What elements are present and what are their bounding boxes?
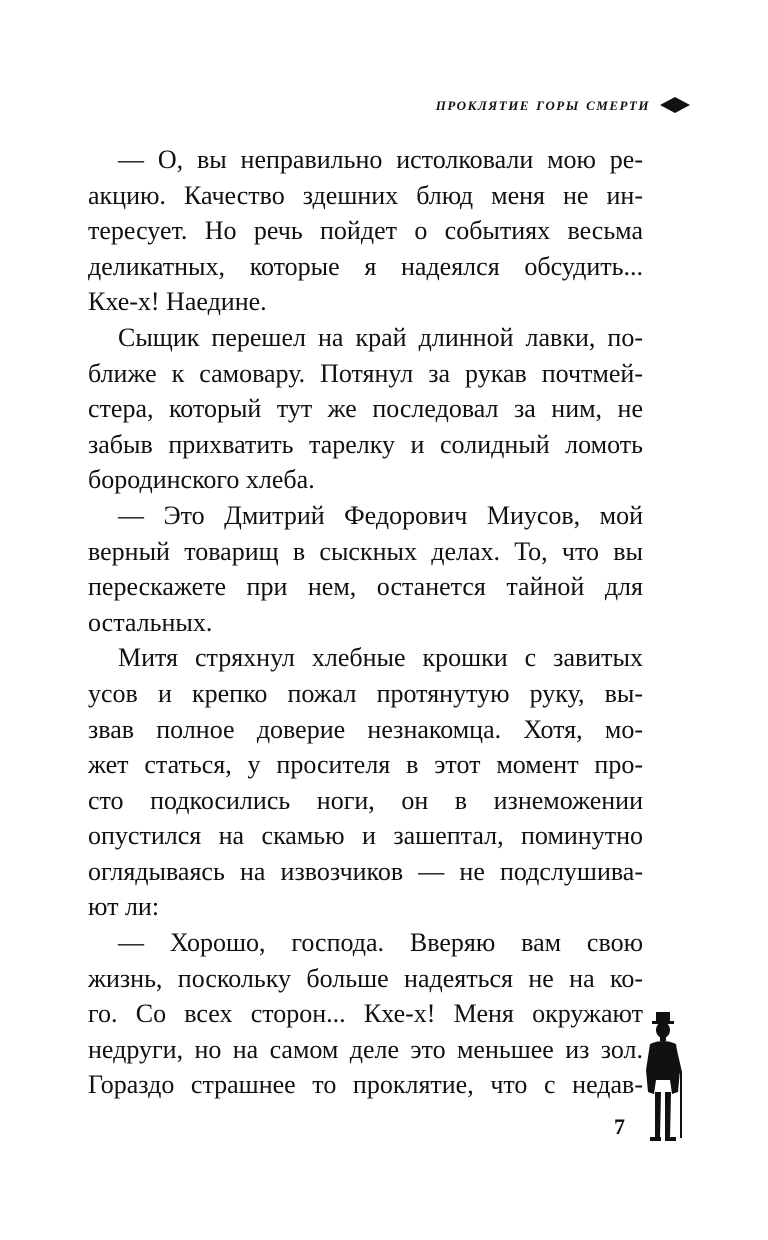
text-line: Митя стряхнул хлебные крошки с завитых — [118, 643, 643, 673]
text-line: оглядываясь на извозчиков — не подслушива- — [88, 856, 643, 886]
text-line: недруги, но на самом деле это меньшее из зол. — [88, 1034, 643, 1064]
text-line: Сыщик перешел на край длинной лавки, по- — [118, 322, 643, 352]
text-line: верный товарищ в сыскных делах. То, что вы — [88, 536, 643, 566]
text-line: остальных. — [88, 607, 213, 637]
text-line: жет статься, у просителя в этот момент про- — [88, 750, 643, 780]
text-line: стера, который тут же последовал за ним, не — [88, 394, 643, 424]
text-line: — О, вы неправильно истолковали мою ре- — [118, 145, 643, 174]
text-line: бородинского хлеба. — [88, 465, 315, 495]
paragraph — [88, 498, 643, 640]
text-line: — Это Дмитрий Федорович Миусов, мой — [118, 500, 643, 530]
paragraph — [88, 320, 643, 498]
text-line: деликатных, которые я надеялся обсудить... — [88, 251, 643, 281]
body-text — [88, 142, 643, 1103]
running-head — [436, 94, 690, 116]
text-line: сто подкосились ноги, он в изнеможении — [88, 785, 643, 815]
text-line: ближе к самовару. Потянул за рукав почтмей- — [88, 358, 643, 388]
paragraph — [88, 640, 643, 925]
text-line: забыв прихватить тарелку и солидный ломоть — [88, 429, 643, 459]
text-line: опустился на скамью и зашептал, поминутно — [88, 821, 643, 851]
text-line: усов и крепко пожал протянутую руку, вы- — [88, 678, 643, 708]
gentleman-silhouette-icon — [640, 1010, 686, 1145]
text-line: тересует. Но речь пойдет о событиях весьма — [88, 216, 643, 246]
page-number: 7 — [614, 1114, 625, 1139]
running-head-title: проклятие горы смерти — [435, 94, 650, 115]
text-line: Кхе-х! Наедине. — [88, 287, 267, 317]
paragraph — [88, 142, 643, 320]
text-line: Гораздо страшнее то проклятие, что с недав- — [88, 1070, 643, 1100]
paragraph — [88, 925, 643, 1103]
text-line: ют ли: — [88, 892, 160, 922]
diamond-ornament-icon — [660, 95, 690, 115]
text-line: перескажете при нем, останется тайной для — [88, 572, 643, 602]
text-line: — Хорошо, господа. Вверяю вам свою — [118, 928, 643, 958]
text-line: звав полное доверие незнакомца. Хотя, мо- — [88, 714, 643, 744]
text-line: го. Со всех сторон... Кхе-х! Меня окружают — [88, 999, 643, 1029]
text-line: акцию. Качество здешних блюд меня не ин- — [88, 180, 643, 210]
text-line: жизнь, поскольку больше надеяться не на ко- — [88, 963, 643, 993]
